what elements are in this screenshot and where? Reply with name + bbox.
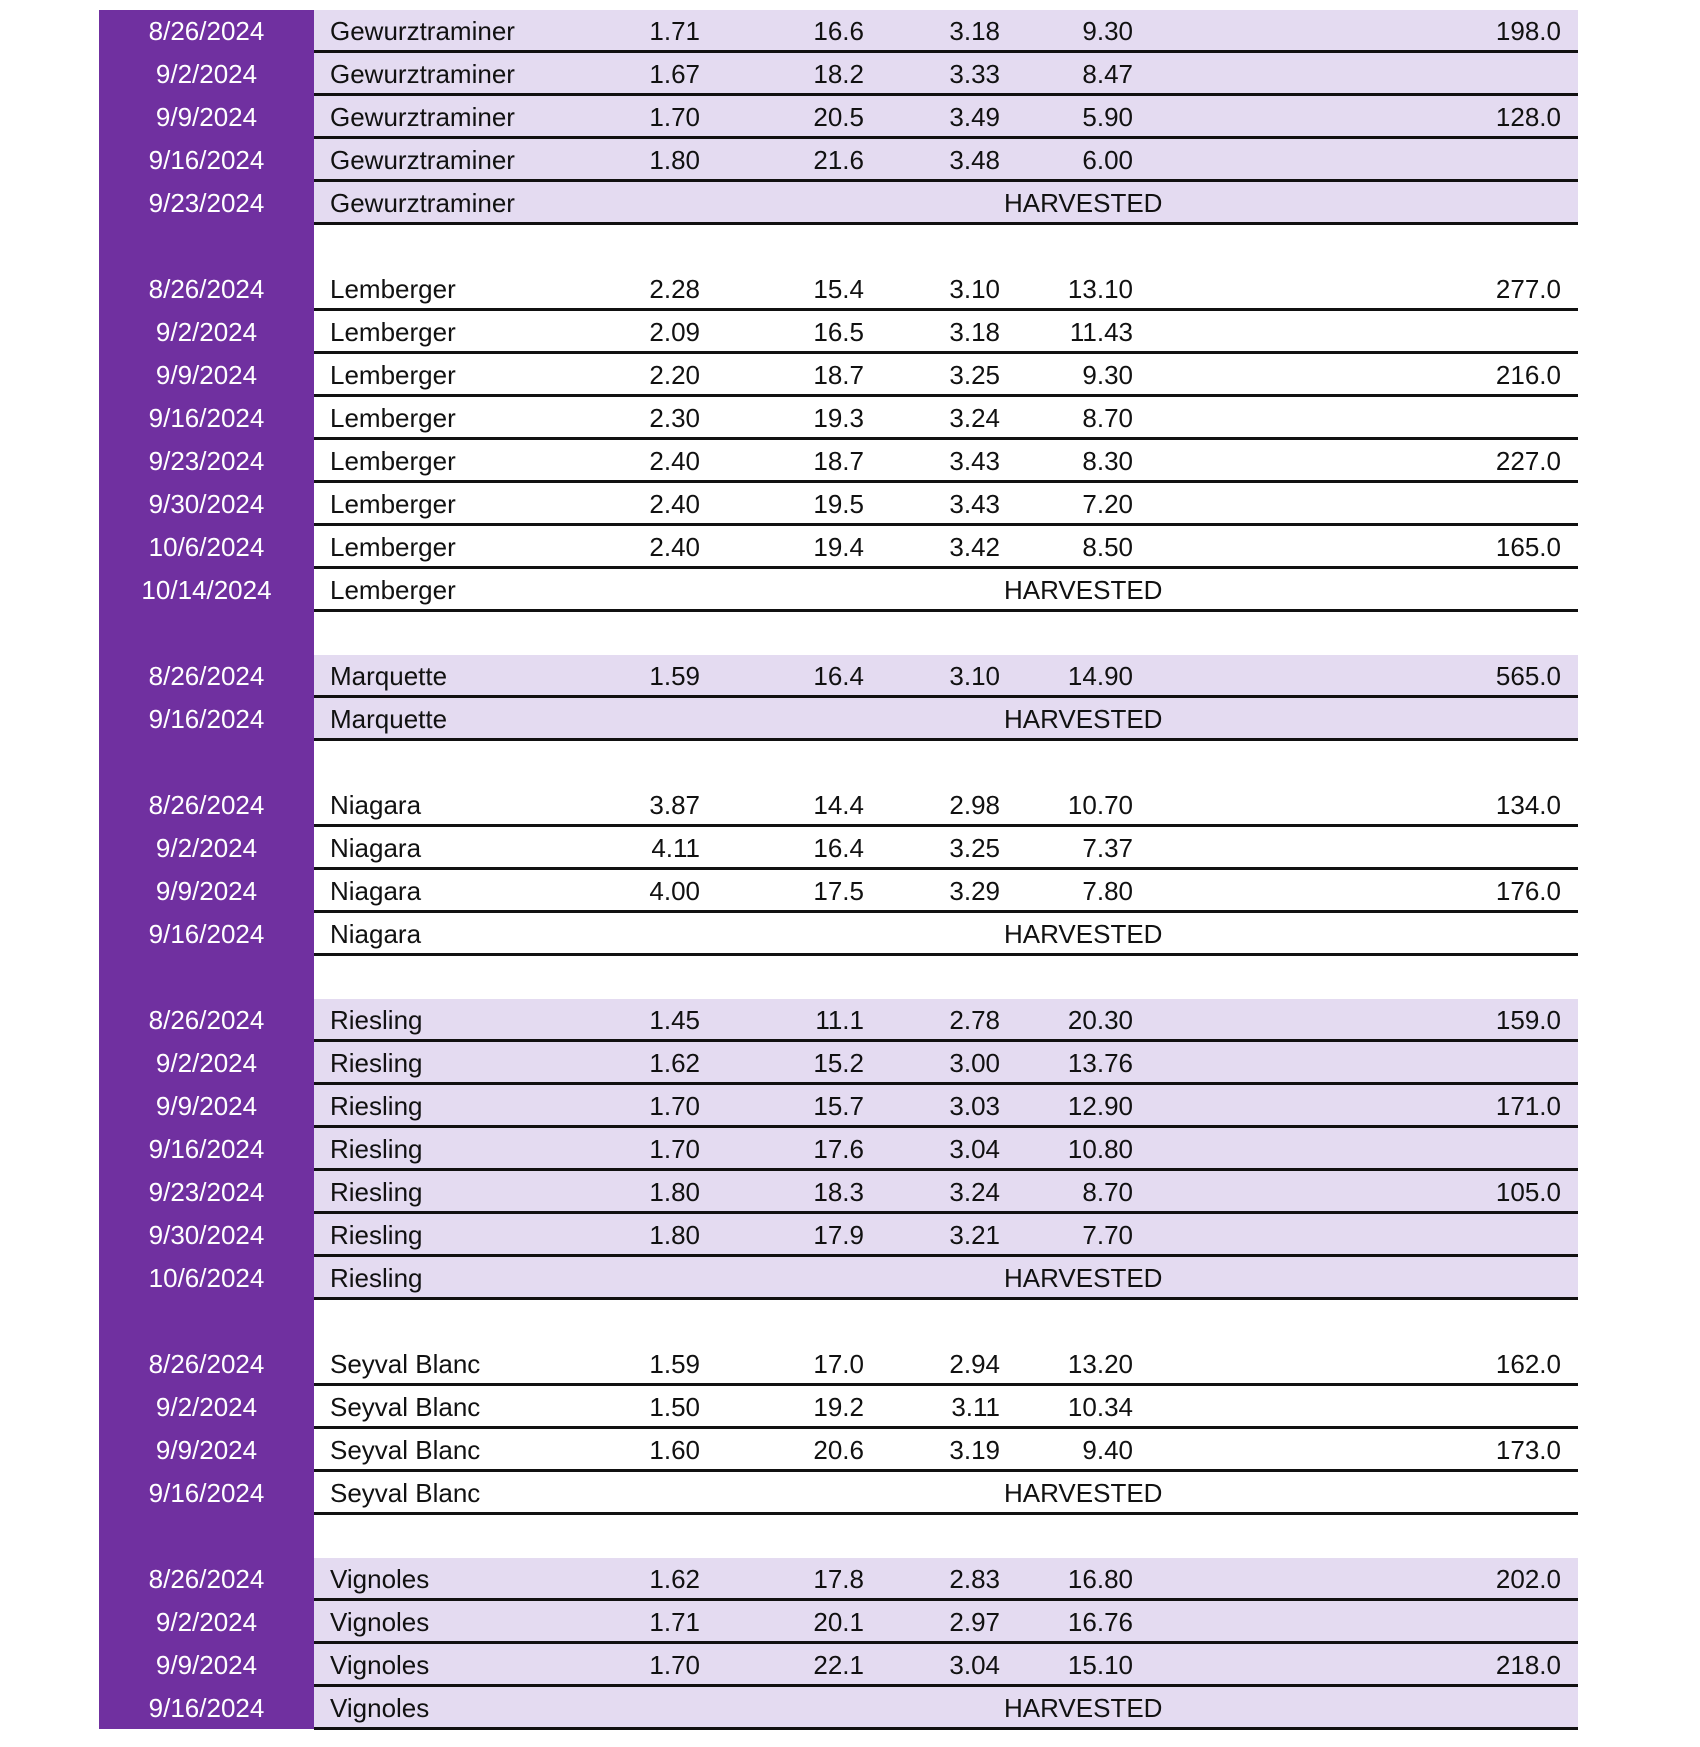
value-col-2: 14.4 (813, 790, 864, 820)
sample-date: 9/16/2024 (148, 1478, 265, 1508)
sample-date: 9/16/2024 (148, 145, 265, 175)
value-col-5: 128.0 (1495, 102, 1561, 132)
table-row (0, 913, 1700, 956)
row-background (314, 1472, 1578, 1515)
value-col-4: 7.80 (1082, 876, 1133, 906)
sample-date: 9/30/2024 (148, 489, 265, 519)
value-col-2: 15.7 (813, 1091, 864, 1121)
value-col-4: 10.80 (1067, 1134, 1133, 1164)
value-col-2: 11.1 (815, 1005, 864, 1035)
sample-date: 9/16/2024 (148, 403, 265, 433)
value-col-4: 10.34 (1067, 1392, 1133, 1422)
variety-name: Gewurztraminer (330, 145, 515, 175)
sample-date: 9/9/2024 (155, 1435, 258, 1465)
value-col-2: 19.2 (813, 1392, 864, 1422)
variety-name: Riesling (330, 1134, 423, 1164)
value-col-3: 3.25 (949, 360, 1000, 390)
value-col-4: 12.90 (1067, 1091, 1133, 1121)
harvest-status: HARVESTED (1004, 1693, 1163, 1723)
value-col-2: 16.4 (813, 833, 864, 863)
variety-name: Lemberger (330, 489, 456, 519)
value-col-3: 3.49 (949, 102, 1000, 132)
sample-date: 9/2/2024 (155, 317, 258, 347)
table-row (0, 354, 1700, 397)
value-col-3: 3.29 (949, 876, 1000, 906)
variety-name: Seyval Blanc (330, 1349, 481, 1379)
value-col-3: 3.04 (949, 1650, 1000, 1680)
value-col-2: 16.5 (813, 317, 864, 347)
table-row (0, 1085, 1700, 1128)
value-col-5: 198.0 (1495, 16, 1561, 46)
variety-name: Gewurztraminer (330, 16, 515, 46)
row-background (314, 913, 1578, 956)
value-col-5: 176.0 (1495, 876, 1561, 906)
value-col-5 (1440, 53, 1561, 96)
table-row (0, 655, 1700, 698)
table-row (0, 1343, 1700, 1386)
table-row (0, 1386, 1700, 1429)
value-col-4: 20.30 (1067, 1005, 1133, 1035)
variety-name: Riesling (330, 1263, 423, 1293)
table-row (0, 483, 1700, 526)
variety-name: Riesling (330, 1091, 423, 1121)
sample-date: 8/26/2024 (148, 790, 265, 820)
row-divider (314, 1297, 1578, 1300)
value-col-2: 19.3 (813, 403, 864, 433)
table-row (0, 1472, 1700, 1515)
value-col-3: 2.98 (949, 790, 1000, 820)
table-row (0, 569, 1700, 612)
value-col-4: 9.30 (1082, 360, 1133, 390)
value-col-5 (1440, 1042, 1561, 1085)
table-row (0, 526, 1700, 569)
variety-name: Gewurztraminer (330, 188, 515, 218)
table-row (0, 53, 1700, 96)
sample-date: 9/23/2024 (148, 446, 265, 476)
table-row (0, 1042, 1700, 1085)
table-row (0, 1171, 1700, 1214)
value-col-1: 1.45 (649, 1005, 700, 1035)
value-col-5 (1440, 1386, 1561, 1429)
harvest-status: HARVESTED (1004, 1263, 1163, 1293)
row-divider (314, 222, 1578, 225)
sample-date: 8/26/2024 (148, 16, 265, 46)
value-col-4: 11.43 (1069, 317, 1133, 347)
value-col-4: 7.70 (1082, 1220, 1133, 1250)
value-col-4: 6.00 (1082, 145, 1133, 175)
value-col-1: 4.11 (651, 833, 700, 863)
sample-date: 9/16/2024 (148, 1693, 265, 1723)
value-col-5: 134.0 (1495, 790, 1561, 820)
value-col-2: 20.6 (813, 1435, 864, 1465)
sample-date: 9/2/2024 (155, 59, 258, 89)
variety-name: Niagara (330, 919, 422, 949)
value-col-3: 3.10 (949, 661, 1000, 691)
variety-name: Lemberger (330, 446, 456, 476)
variety-name: Niagara (330, 833, 422, 863)
value-col-4: 8.70 (1082, 1177, 1133, 1207)
sample-date: 9/2/2024 (155, 833, 258, 863)
value-col-2: 17.0 (813, 1349, 864, 1379)
sample-date: 9/9/2024 (155, 1650, 258, 1680)
value-col-5: 277.0 (1495, 274, 1561, 304)
row-background (314, 1257, 1578, 1300)
sample-date: 8/26/2024 (148, 661, 265, 691)
value-col-2: 20.5 (813, 102, 864, 132)
value-col-3: 3.18 (949, 317, 1000, 347)
sample-date: 8/26/2024 (148, 274, 265, 304)
table-row (0, 1601, 1700, 1644)
value-col-4: 8.30 (1082, 446, 1133, 476)
variety-name: Lemberger (330, 317, 456, 347)
value-col-3: 2.83 (949, 1564, 1000, 1594)
value-col-2: 18.7 (813, 446, 864, 476)
value-col-5: 173.0 (1495, 1435, 1561, 1465)
variety-name: Lemberger (330, 360, 456, 390)
value-col-5: 162.0 (1495, 1349, 1561, 1379)
value-col-3: 2.94 (949, 1349, 1000, 1379)
variety-name: Seyval Blanc (330, 1435, 481, 1465)
sample-date: 9/16/2024 (148, 704, 265, 734)
value-col-1: 2.40 (649, 532, 700, 562)
sample-date: 9/16/2024 (148, 919, 265, 949)
value-col-5 (1440, 827, 1561, 870)
value-col-5 (1440, 1128, 1561, 1171)
sample-date: 10/14/2024 (141, 575, 272, 605)
variety-name: Lemberger (330, 532, 456, 562)
value-col-5: 159.0 (1495, 1005, 1561, 1035)
value-col-4: 8.47 (1082, 59, 1133, 89)
value-col-5 (1440, 311, 1561, 354)
value-col-2: 16.6 (813, 16, 864, 46)
value-col-4: 5.90 (1082, 102, 1133, 132)
row-divider (314, 1727, 1578, 1730)
row-divider (314, 738, 1578, 741)
value-col-5 (1440, 1601, 1561, 1644)
variety-name: Riesling (330, 1177, 423, 1207)
value-col-1: 1.70 (649, 1091, 700, 1121)
value-col-1: 1.50 (649, 1392, 700, 1422)
variety-name: Lemberger (330, 274, 456, 304)
sample-date: 9/23/2024 (148, 188, 265, 218)
value-col-1: 3.87 (649, 790, 700, 820)
value-col-1: 1.59 (649, 661, 700, 691)
value-col-4: 16.80 (1067, 1564, 1133, 1594)
value-col-2: 15.2 (813, 1048, 864, 1078)
value-col-2: 19.4 (813, 532, 864, 562)
table-row (0, 1687, 1700, 1730)
value-col-2: 22.1 (813, 1650, 864, 1680)
row-divider (314, 1512, 1578, 1515)
value-col-1: 1.80 (649, 145, 700, 175)
value-col-2: 17.5 (813, 876, 864, 906)
table-row (0, 1558, 1700, 1601)
value-col-4: 7.37 (1082, 833, 1133, 863)
value-col-1: 2.28 (649, 274, 700, 304)
value-col-5 (1440, 1214, 1561, 1257)
value-col-1: 2.30 (649, 403, 700, 433)
value-col-2: 18.7 (813, 360, 864, 390)
table-row (0, 1128, 1700, 1171)
row-background (314, 569, 1578, 612)
value-col-3: 3.43 (949, 489, 1000, 519)
value-col-1: 4.00 (649, 876, 700, 906)
sample-date: 9/9/2024 (155, 102, 258, 132)
value-col-4: 7.20 (1082, 489, 1133, 519)
sample-date: 9/9/2024 (155, 360, 258, 390)
value-col-1: 1.60 (649, 1435, 700, 1465)
value-col-5: 565.0 (1495, 661, 1561, 691)
value-col-3: 3.48 (949, 145, 1000, 175)
value-col-5 (1440, 139, 1561, 182)
table-row (0, 870, 1700, 913)
variety-name: Marquette (330, 661, 448, 691)
value-col-3: 3.21 (949, 1220, 1000, 1250)
value-col-2: 17.6 (813, 1134, 864, 1164)
value-col-1: 2.40 (649, 489, 700, 519)
value-col-5: 171.0 (1495, 1091, 1561, 1121)
sample-date: 9/2/2024 (155, 1607, 258, 1637)
value-col-3: 3.10 (949, 274, 1000, 304)
sample-date: 9/16/2024 (148, 1134, 265, 1164)
value-col-2: 17.8 (813, 1564, 864, 1594)
table-row (0, 268, 1700, 311)
variety-name: Riesling (330, 1220, 423, 1250)
value-col-5 (1440, 397, 1561, 440)
value-col-2: 17.9 (813, 1220, 864, 1250)
value-col-1: 1.62 (649, 1564, 700, 1594)
table-row (0, 10, 1700, 53)
value-col-4: 9.30 (1082, 16, 1133, 46)
value-col-1: 1.80 (649, 1177, 700, 1207)
variety-name: Riesling (330, 1048, 423, 1078)
value-col-3: 3.19 (949, 1435, 1000, 1465)
harvest-status: HARVESTED (1004, 919, 1163, 949)
table-row (0, 311, 1700, 354)
value-col-5: 227.0 (1495, 446, 1561, 476)
value-col-2: 18.3 (813, 1177, 864, 1207)
variety-name: Seyval Blanc (330, 1478, 481, 1508)
sample-date: 10/6/2024 (148, 1263, 265, 1293)
value-col-1: 1.67 (649, 59, 700, 89)
value-col-1: 1.70 (649, 1134, 700, 1164)
table-row (0, 182, 1700, 225)
harvest-status: HARVESTED (1004, 575, 1163, 605)
variety-name: Vignoles (330, 1607, 430, 1637)
value-col-1: 1.70 (649, 1650, 700, 1680)
row-divider (314, 609, 1578, 612)
value-col-2: 16.4 (813, 661, 864, 691)
value-col-1: 2.20 (649, 360, 700, 390)
value-col-3: 3.43 (949, 446, 1000, 476)
table-row (0, 139, 1700, 182)
table-row (0, 397, 1700, 440)
value-col-3: 3.00 (949, 1048, 1000, 1078)
variety-name: Gewurztraminer (330, 59, 515, 89)
sample-date: 8/26/2024 (148, 1564, 265, 1594)
value-col-5: 105.0 (1495, 1177, 1561, 1207)
value-col-4: 16.76 (1067, 1607, 1133, 1637)
table-row (0, 1214, 1700, 1257)
value-col-1: 2.09 (649, 317, 700, 347)
sample-date: 8/26/2024 (148, 1349, 265, 1379)
sample-date: 9/2/2024 (155, 1392, 258, 1422)
value-col-1: 1.80 (649, 1220, 700, 1250)
value-col-1: 1.71 (649, 1607, 700, 1637)
sample-date: 9/9/2024 (155, 1091, 258, 1121)
value-col-1: 1.70 (649, 102, 700, 132)
value-col-2: 19.5 (813, 489, 864, 519)
value-col-3: 2.97 (949, 1607, 1000, 1637)
row-divider (314, 953, 1578, 956)
table-row (0, 1429, 1700, 1472)
sample-date: 9/9/2024 (155, 876, 258, 906)
value-col-3: 3.11 (951, 1392, 1000, 1422)
table-row (0, 698, 1700, 741)
sample-date: 10/6/2024 (148, 532, 265, 562)
variety-name: Lemberger (330, 575, 456, 605)
value-col-2: 20.1 (813, 1607, 864, 1637)
value-col-4: 13.10 (1067, 274, 1133, 304)
value-col-3: 3.18 (949, 16, 1000, 46)
value-col-3: 3.25 (949, 833, 1000, 863)
value-col-4: 8.70 (1082, 403, 1133, 433)
value-col-1: 1.59 (649, 1349, 700, 1379)
value-col-5 (1440, 483, 1561, 526)
value-col-1: 1.62 (649, 1048, 700, 1078)
variety-name: Gewurztraminer (330, 102, 515, 132)
value-col-4: 14.90 (1067, 661, 1133, 691)
value-col-3: 3.24 (949, 1177, 1000, 1207)
value-col-4: 15.10 (1067, 1650, 1133, 1680)
variety-name: Vignoles (330, 1650, 430, 1680)
harvest-status: HARVESTED (1004, 188, 1163, 218)
table-row (0, 827, 1700, 870)
value-col-5: 218.0 (1495, 1650, 1561, 1680)
variety-name: Vignoles (330, 1564, 430, 1594)
value-col-4: 13.76 (1067, 1048, 1133, 1078)
table-row (0, 999, 1700, 1042)
value-col-1: 1.71 (649, 16, 700, 46)
variety-name: Niagara (330, 790, 422, 820)
sample-date: 8/26/2024 (148, 1005, 265, 1035)
table-row (0, 440, 1700, 483)
value-col-4: 8.50 (1082, 532, 1133, 562)
value-col-2: 18.2 (813, 59, 864, 89)
value-col-2: 15.4 (813, 274, 864, 304)
sample-date: 9/2/2024 (155, 1048, 258, 1078)
row-background (314, 698, 1578, 741)
value-col-3: 2.78 (949, 1005, 1000, 1035)
table-row (0, 1257, 1700, 1300)
value-col-5: 216.0 (1495, 360, 1561, 390)
value-col-3: 3.24 (949, 403, 1000, 433)
value-col-4: 10.70 (1067, 790, 1133, 820)
table-row (0, 784, 1700, 827)
row-background (314, 1687, 1578, 1730)
sample-date: 9/23/2024 (148, 1177, 265, 1207)
value-col-1: 2.40 (649, 446, 700, 476)
table-row (0, 96, 1700, 139)
value-col-4: 9.40 (1082, 1435, 1133, 1465)
value-col-5: 165.0 (1495, 532, 1561, 562)
variety-name: Riesling (330, 1005, 423, 1035)
variety-name: Seyval Blanc (330, 1392, 481, 1422)
value-col-3: 3.33 (949, 59, 1000, 89)
sample-date: 9/30/2024 (148, 1220, 265, 1250)
harvest-status: HARVESTED (1004, 1478, 1163, 1508)
variety-name: Niagara (330, 876, 422, 906)
value-col-3: 3.42 (949, 532, 1000, 562)
value-col-5: 202.0 (1495, 1564, 1561, 1594)
value-col-3: 3.03 (949, 1091, 1000, 1121)
table-row (0, 1644, 1700, 1687)
value-col-4: 13.20 (1067, 1349, 1133, 1379)
harvest-status: HARVESTED (1004, 704, 1163, 734)
variety-name: Vignoles (330, 1693, 430, 1723)
variety-name: Marquette (330, 704, 448, 734)
value-col-3: 3.04 (949, 1134, 1000, 1164)
value-col-2: 21.6 (813, 145, 864, 175)
variety-name: Lemberger (330, 403, 456, 433)
